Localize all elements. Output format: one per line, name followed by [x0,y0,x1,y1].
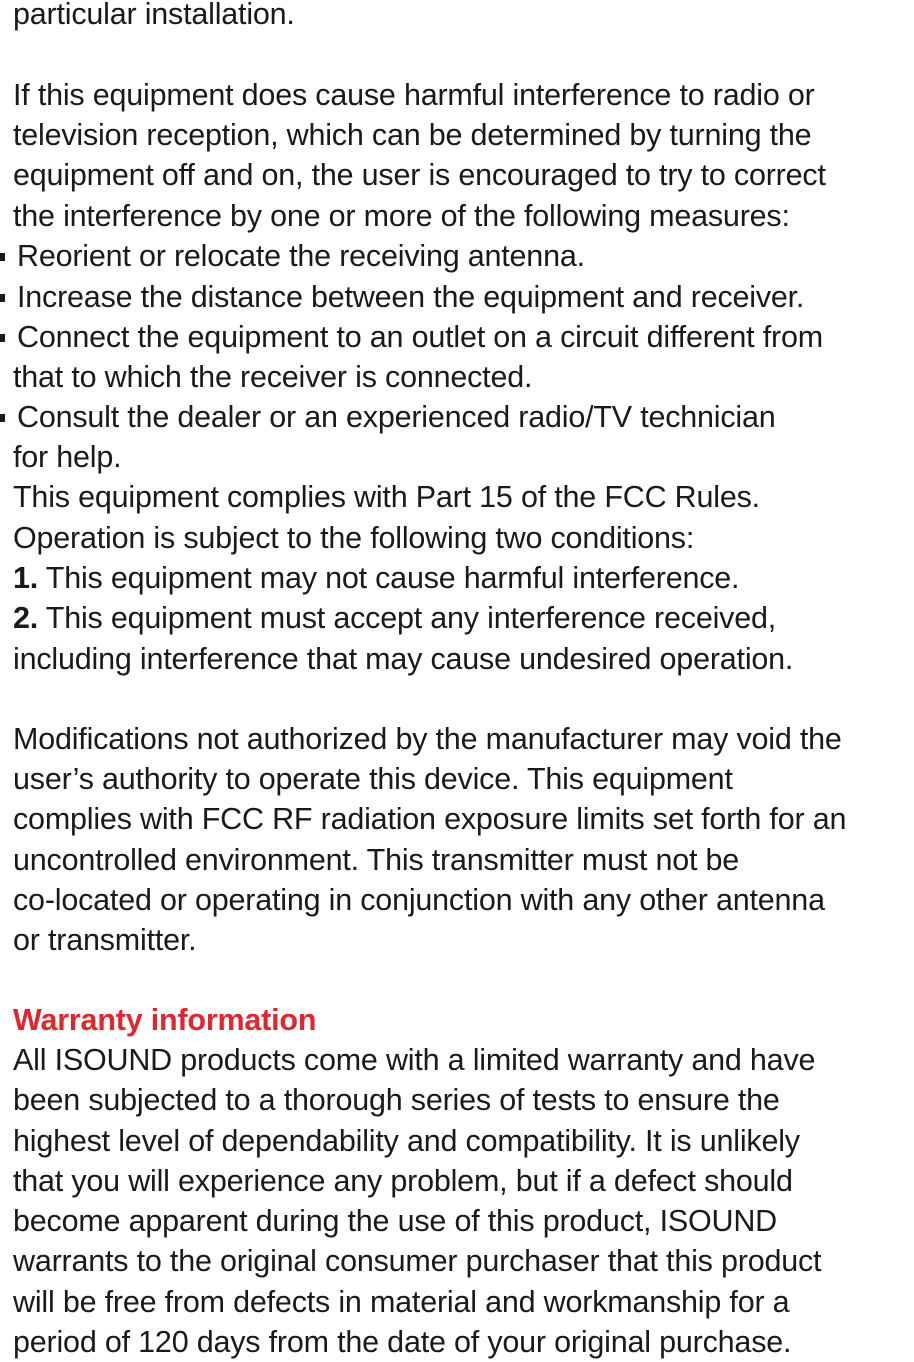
condition-item [13,598,776,638]
bullet-icon [0,334,5,342]
paragraph-line: television reception, which can be determined by turning the [13,118,812,152]
list-item [0,277,804,317]
list-item-continuation: that to which the receiver is connected. [13,360,533,394]
paragraph-line: Modifications not authorized by the manufacturer may void the [13,722,842,756]
list-item-text: Consult the dealer or an experienced radio/TV technician [17,400,776,434]
condition-number: 2. [13,601,39,635]
paragraph-line: co-located or operating in conjunction with any other antenna [13,883,825,917]
condition-text: This equipment may not cause harmful interference. [38,561,740,595]
warranty-heading: Warranty information [13,1003,317,1037]
list-item [0,236,585,276]
condition-text: This equipment must accept any interference received, [38,601,777,635]
intro-line: particular installation. [13,0,295,31]
bullet-icon [0,253,5,261]
paragraph-line: that you will experience any problem, but if a defect should [13,1164,793,1198]
compliance-line: Operation is subject to the following two conditions: [13,521,695,555]
list-item-text: Increase the distance between the equipment and receiver. [17,280,805,314]
list-item-text: Connect the equipment to an outlet on a circuit different from [17,320,823,354]
paragraph-line: user’s authority to operate this device. This equipment [13,762,733,796]
paragraph-line: If this equipment does cause harmful interference to radio or [13,78,815,112]
list-item-continuation: for help. [13,440,122,474]
paragraph-line: the interference by one or more of the following measures: [13,199,790,233]
paragraph-line: complies with FCC RF radiation exposure limits set forth for an [13,802,847,836]
list-item [0,317,823,357]
paragraph-line: equipment off and on, the user is encouraged to try to correct [13,158,826,192]
paragraph-line: been subjected to a thorough series of tests to ensure the [13,1083,780,1117]
paragraph-line: warrants to the original consumer purchaser that this product [13,1244,822,1278]
paragraph-line: All ISOUND products come with a limited warranty and have [13,1043,816,1077]
paragraph-line: become apparent during the use of this product, ISOUND [13,1204,777,1238]
paragraph-line: will be free from defects in material and workmanship for a [13,1285,790,1319]
paragraph-line: uncontrolled environment. This transmitter must not be [13,843,740,877]
bullet-icon [0,414,5,422]
condition-continuation: including interference that may cause undesired operation. [13,642,794,676]
compliance-line: This equipment complies with Part 15 of the FCC Rules. [13,480,760,514]
condition-number: 1. [13,561,39,595]
paragraph-line: or transmitter. [13,923,197,957]
bullet-icon [0,294,5,302]
list-item-text: Reorient or relocate the receiving antenna. [17,239,585,273]
paragraph-line: period of 120 days from the date of your original purchase. [13,1325,792,1359]
condition-item [13,558,739,598]
paragraph-line: highest level of dependability and compatibility. It is unlikely [13,1124,800,1158]
list-item [0,397,776,437]
